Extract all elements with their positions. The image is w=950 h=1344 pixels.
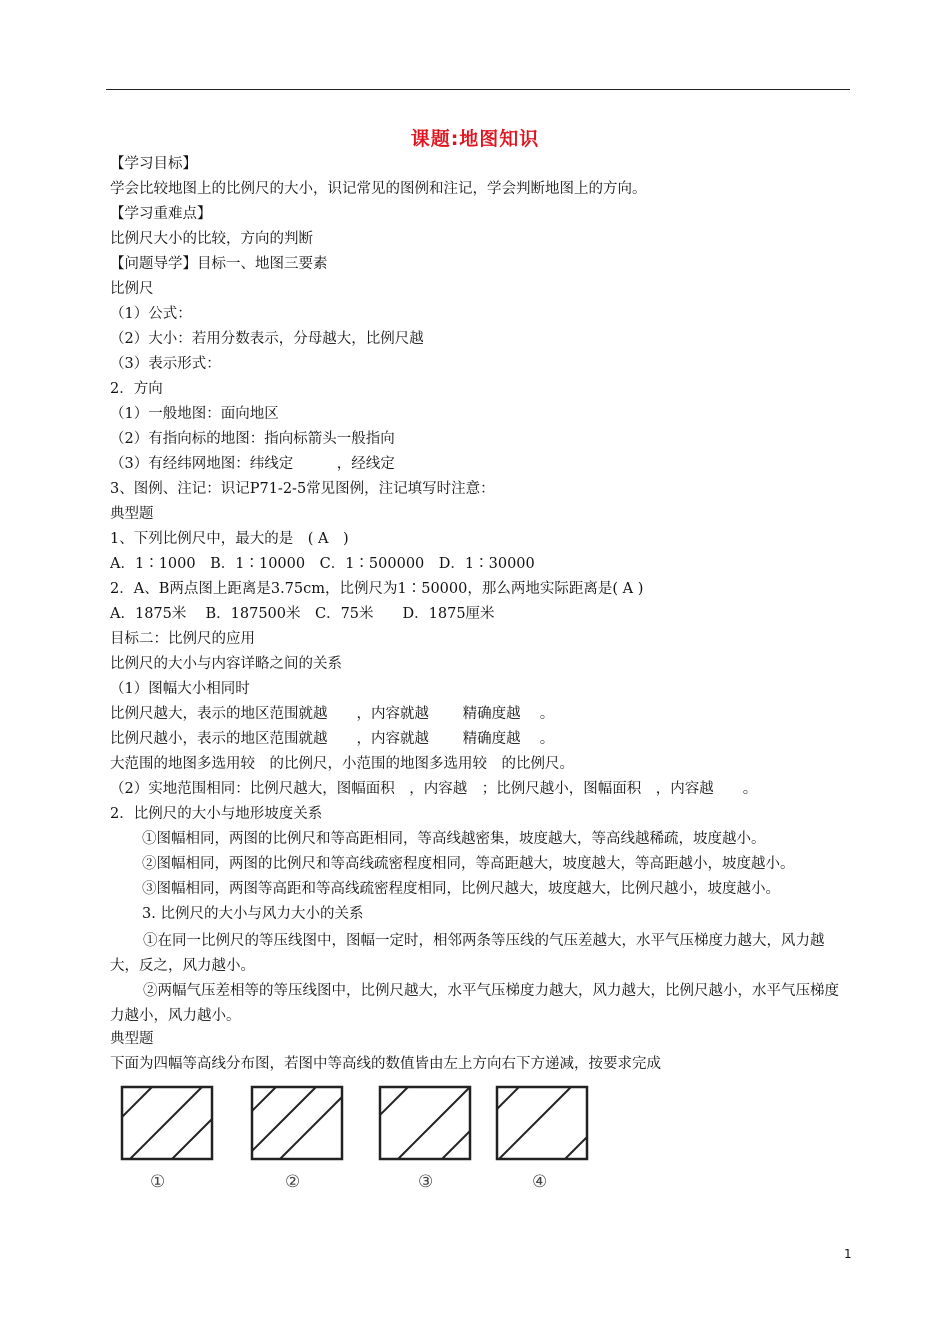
body-line: 大范围的地图多选用较 的比例尺，小范围的地图多选用较 的比例尺。 bbox=[110, 756, 574, 772]
typical-heading: 典型题 bbox=[110, 1031, 154, 1047]
section3-heading: 3. 比例尺的大小与风力大小的关系 bbox=[142, 906, 364, 922]
body-line: （1）公式： bbox=[110, 306, 192, 322]
body-line: 比例尺越大，表示的地区范围就越 ，内容就越 精确度越 。 bbox=[110, 706, 555, 722]
body-line: 学会比较地图上的比例尺的大小，识记常见的图例和注记，学会判断地图上的方向。 bbox=[110, 181, 647, 197]
body-line: 比例尺越小，表示的地区范围就越 ，内容就越 精确度越 。 bbox=[110, 731, 555, 747]
body-line: 【学习重难点】 bbox=[110, 206, 212, 222]
body-line: （3）表示形式： bbox=[110, 356, 221, 372]
body-line: A．1∶1000 B．1∶10000 C．1∶500000 D．1∶30000 bbox=[110, 556, 535, 572]
diagram-label-2: ② bbox=[285, 1172, 301, 1192]
body-line: 典型题 bbox=[110, 506, 154, 522]
body-line: 2．比例尺的大小与地形坡度关系 bbox=[110, 806, 323, 822]
body-line: 目标二：比例尺的应用 bbox=[110, 631, 255, 647]
body-line: （1）图幅大小相同时 bbox=[110, 681, 250, 697]
contour-diagram-2 bbox=[250, 1085, 344, 1161]
body-line: （3）有经纬网地图：纬线定 ，经线定 bbox=[110, 456, 395, 472]
indented-line: ②图幅相同，两图的比例尺和等高线疏密程度相同，等高距越大，坡度越大，等高距越小，坡度越小。 bbox=[142, 856, 795, 872]
page-title: 课题:地图知识 bbox=[410, 128, 540, 150]
contour-diagram-4 bbox=[495, 1085, 589, 1161]
page-number: 1 bbox=[844, 1247, 852, 1261]
body-line: 比例尺大小的比较，方向的判断 bbox=[110, 231, 313, 247]
body-line: 1、下列比例尺中，最大的是 ( A ) bbox=[110, 531, 349, 547]
header-rule bbox=[106, 89, 850, 90]
body-line: 比例尺的大小与内容详略之间的关系 bbox=[110, 656, 342, 672]
contour-diagram-3 bbox=[378, 1085, 472, 1161]
body-line: （2）有指向标的地图：指向标箭头一般指向 bbox=[110, 431, 395, 447]
diagram-label-3: ③ bbox=[418, 1172, 434, 1192]
wind-paragraph-2: ②两幅气压差相等的等压线图中，比例尺越大，水平气压梯度力越大，风力越大，比例尺越小，水平气压梯度力越小，风力越小。 bbox=[110, 983, 839, 1024]
body-line: （2）大小：若用分数表示，分母越大，比例尺越 bbox=[110, 331, 424, 347]
body-line: 3、图例、注记：识记P71-2-5常见图例，注记填写时注意： bbox=[110, 481, 495, 497]
diagram-label-1: ① bbox=[150, 1172, 166, 1192]
body-line: 比例尺 bbox=[110, 281, 154, 297]
body-line: 【学习目标】 bbox=[110, 156, 197, 172]
body-line: （2）实地范围相同：比例尺越大，图幅面积 ，内容越 ；比例尺越小，图幅面积 ，内容越 。 bbox=[110, 781, 758, 797]
question-prompt: 下面为四幅等高线分布图，若图中等高线的数值皆由左上方向右下方递减，按要求完成 bbox=[110, 1056, 661, 1072]
body-line: 2．A、B两点图上距离是3.75cm，比例尺为1∶50000，那么两地实际距离是( A ) bbox=[110, 581, 644, 597]
body-line: A．1875米 B．187500米 C．75米 D．1875厘米 bbox=[110, 606, 495, 622]
diagram-label-4: ④ bbox=[532, 1172, 548, 1192]
wind-paragraph-1: ①在同一比例尺的等压线图中，图幅一定时，相邻两条等压线的气压差越大，水平气压梯度力越大，风力越大，反之，风力越小。 bbox=[110, 933, 825, 974]
indented-line: ①图幅相同，两图的比例尺和等高距相同，等高线越密集，坡度越大，等高线越稀疏，坡度越小。 bbox=[142, 831, 766, 847]
body-line: 2．方向 bbox=[110, 381, 163, 397]
body-line: 【问题导学】目标一、地图三要素 bbox=[110, 256, 328, 272]
body-line: （1）一般地图：面向地区 bbox=[110, 406, 279, 422]
indented-line: ③图幅相同，两图等高距和等高线疏密程度相同，比例尺越大，坡度越大，比例尺越小，坡度越小。 bbox=[142, 881, 780, 897]
contour-diagram-1 bbox=[120, 1085, 214, 1161]
